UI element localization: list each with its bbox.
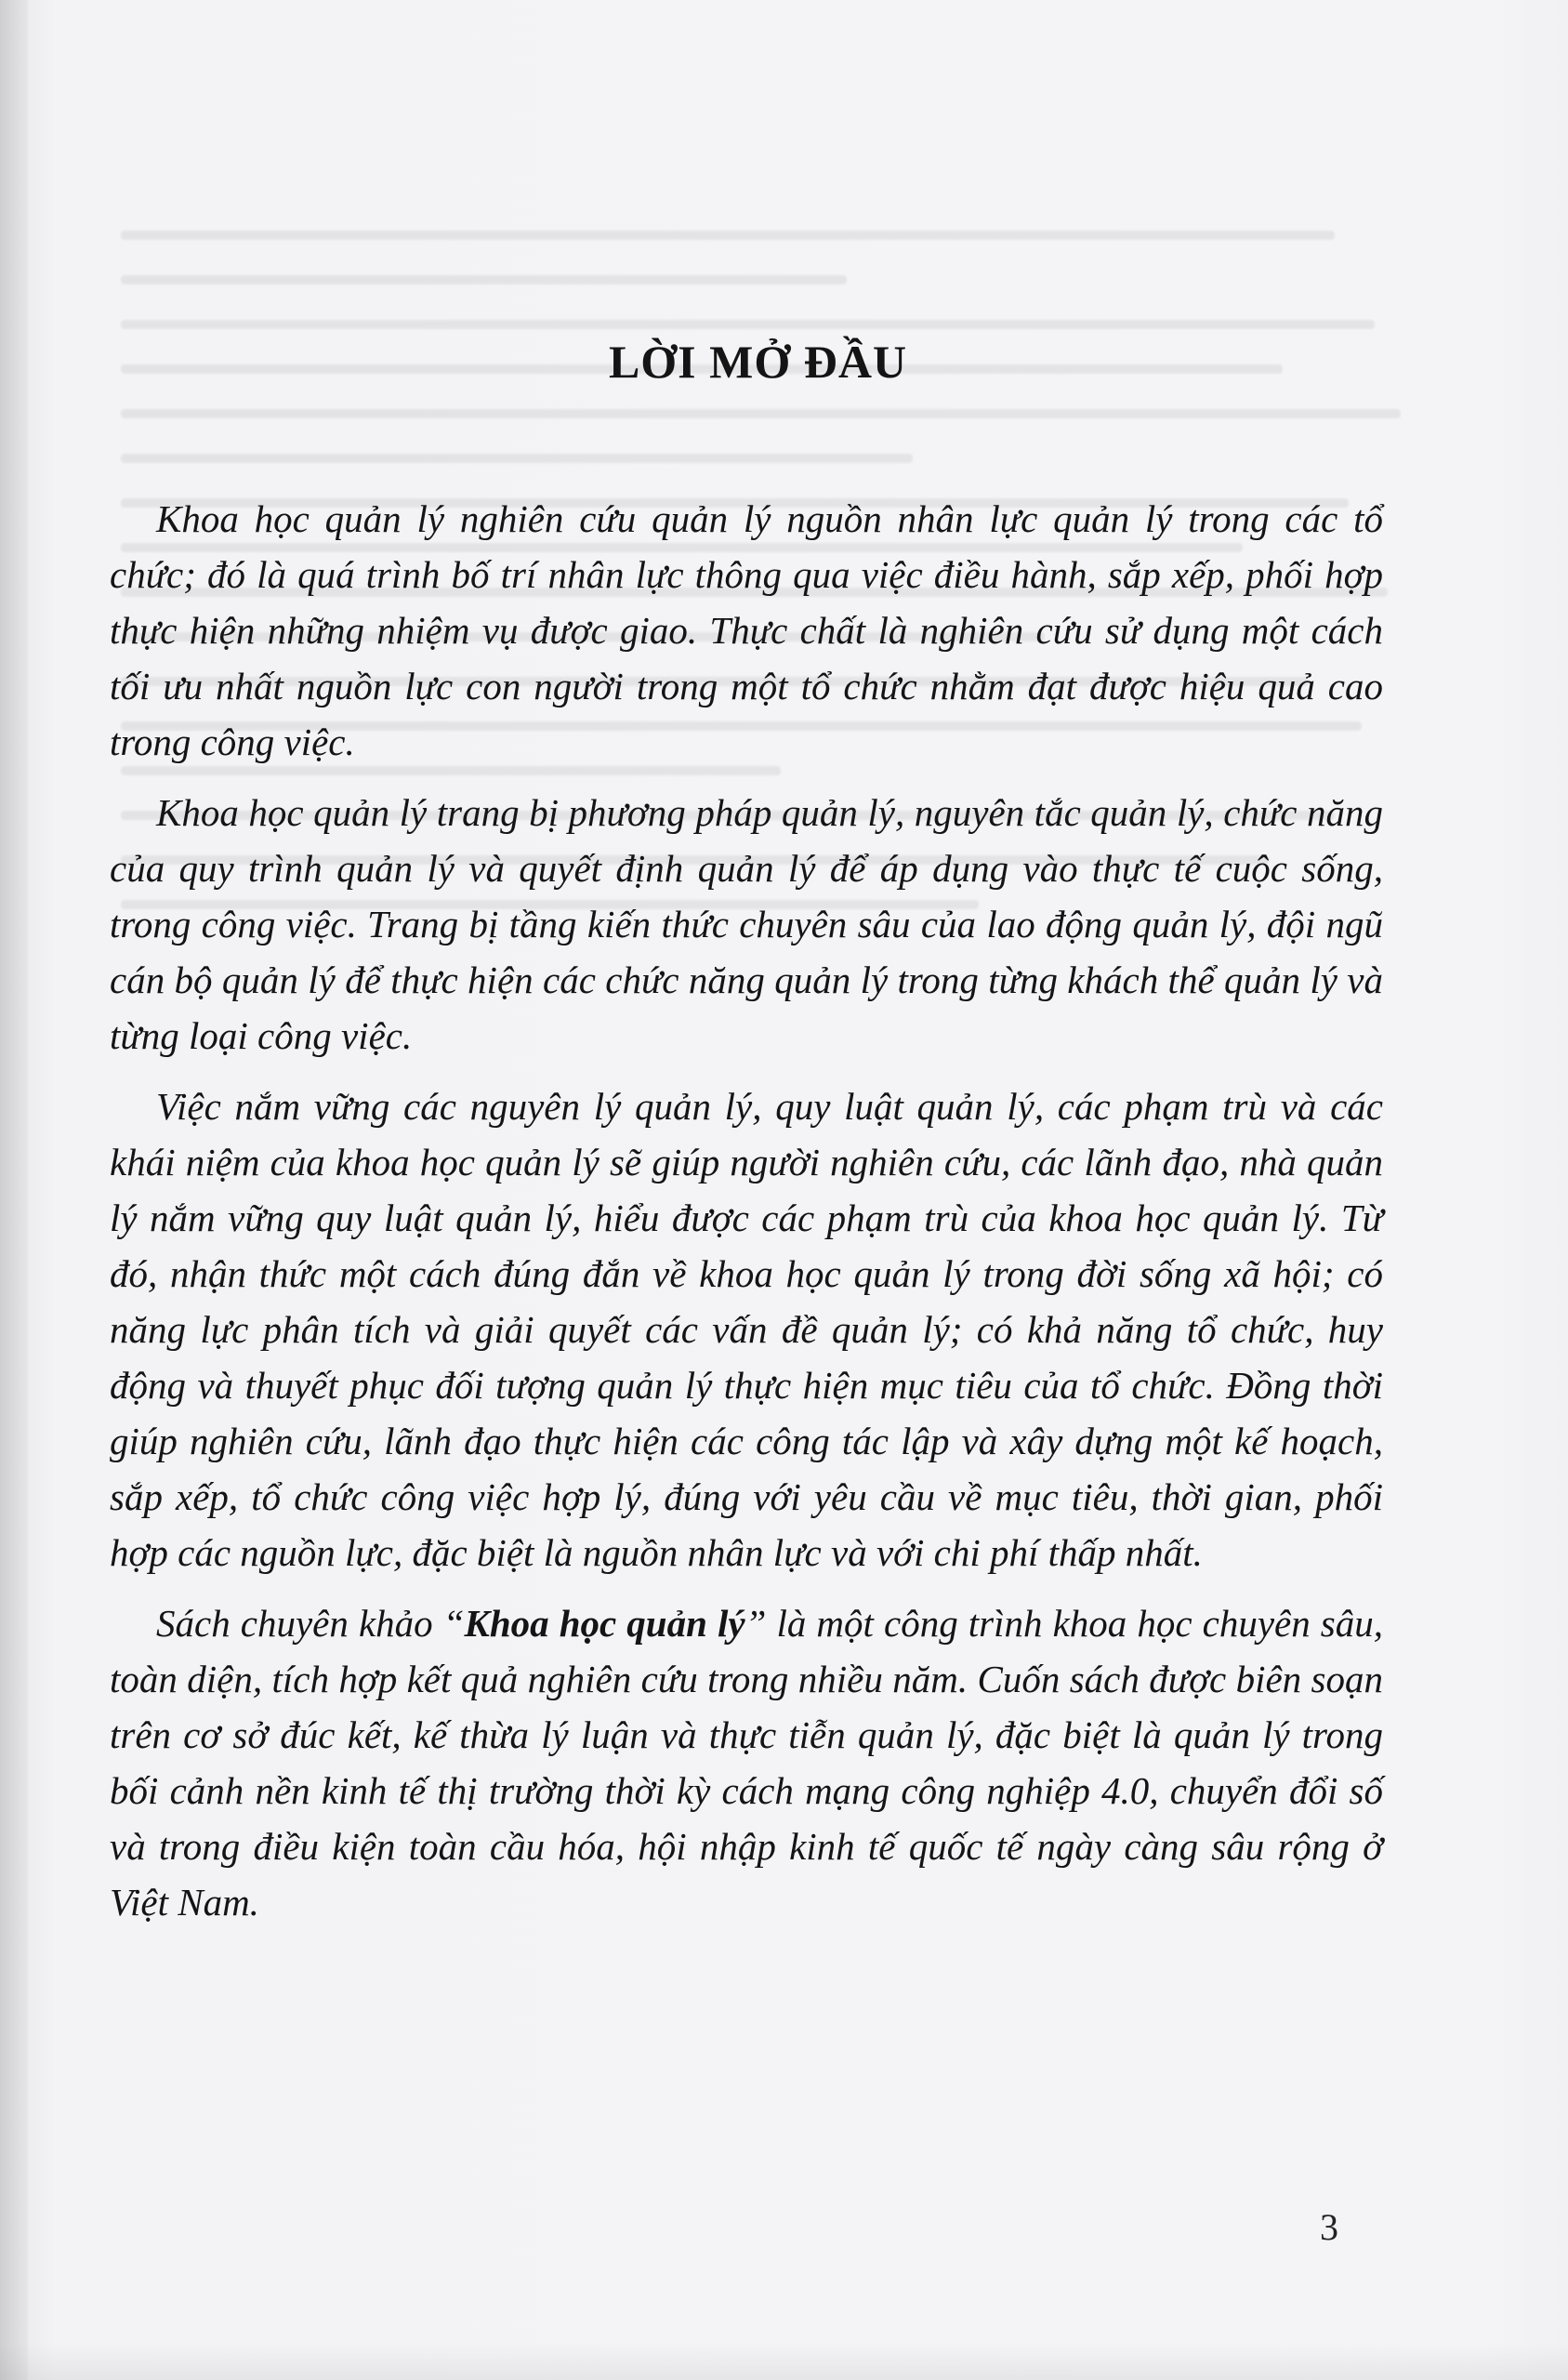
book-title-emphasis: Khoa học quản lý — [464, 1602, 745, 1645]
page-title: LỜI MỞ ĐẦU — [608, 336, 908, 388]
paragraph-4-lead: Sách chuyên khảo “ — [156, 1602, 465, 1645]
page-binding-edge — [0, 0, 28, 2380]
bottom-shadow — [0, 2343, 1568, 2380]
paragraph-2: Khoa học quản lý trang bị phương pháp quản lý, nguyên tắc quản lý, chức năng của quy trình quản lý và quyết định quản lý để áp dụng vào thực tế cuộc sống, trong công việc. Trang bị tầng kiến thức chuyên sâu của lao động quản lý, đội ngũ cán bộ quản lý để thực hiện các chức năng quản lý trong từng khách thể quản lý và từng loại công việc. — [110, 791, 1383, 1057]
paragraph-4-rest: ” là một công trình khoa học chuyên sâu, toàn diện, tích hợp kết quả nghiên cứu trong nhiều năm. Cuốn sách được biên soạn trên cơ sở đúc kết, kế thừa lý luận và thực tiễn quản lý, đặc biệt là quản lý trong bối cảnh nền kinh tế thị trường thời kỳ cách mạng công nghiệp 4.0, chuyển đổi số và trong điều kiện toàn cầu hóa, hội nhập kinh tế quốc tế ngày càng sâu rộng ở Việt Nam. — [110, 1602, 1384, 1924]
page-content — [110, 335, 1383, 1945]
paragraph-3: Việc nắm vững các nguyên lý quản lý, quy luật quản lý, các phạm trù và các khái niệm của khoa học quản lý sẽ giúp người nghiên cứu, các lãnh đạo, nhà quản lý nắm vững quy luật quản lý, hiểu được các phạm trù của khoa học quản lý. Từ đó, nhận thức một cách đúng đắn về khoa học quản lý trong đời sống xã hội; có năng lực phân tích và giải quyết các vấn đề quản lý; có khả năng tổ chức, huy động và thuyết phục đối tượng quản lý thực hiện mục tiêu của tổ chức. Đồng thời giúp nghiên cứu, lãnh đạo thực hiện các công tác lập và xây dựng một kế hoạch, sắp xếp, tổ chức công việc hợp lý, đúng với yêu cầu về mục tiêu, thời gian, phối hợp các nguồn lực, đặc biệt là nguồn nhân lực và với chi phí thấp nhất. — [110, 1085, 1383, 1574]
page-number: 3 — [1320, 2206, 1338, 2248]
paragraph-4 — [110, 1595, 1383, 1930]
paragraph-1: Khoa học quản lý nghiên cứu quản lý nguồn nhân lực quản lý trong các tổ chức; đó là quá trình bố trí nhân lực thông qua việc điều hành, sắp xếp, phối hợp thực hiện những nhiệm vụ được giao. Thực chất là nghiên cứu sử dụng một cách tối ưu nhất nguồn lực con người trong một tổ chức nhằm đạt được hiệu quả cao trong công việc. — [110, 497, 1383, 763]
